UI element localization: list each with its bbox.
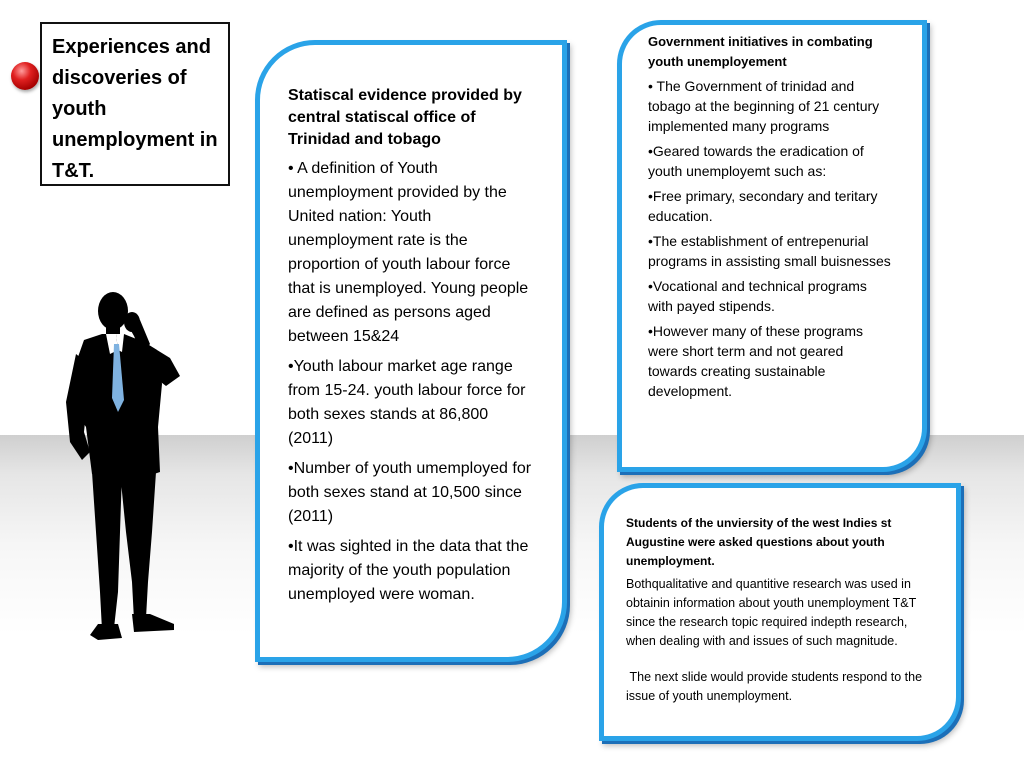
list-item: • A definition of Youth unemployment provided by the United nation: Youth unemployment rate is the proportion of youth labour force that is unemployed. Young people are defined as persons aged between 15&24	[288, 160, 529, 345]
list-item: •It was sighted in the data that the majority of the youth population unemployed were woman.	[288, 538, 529, 603]
businessman-silhouette-icon	[62, 292, 190, 647]
statistical-evidence-heading: Statiscal evidence provided by central statiscal office of Trinidad and tobago	[288, 87, 522, 148]
list-item: • The Government of trinidad and tobago at the beginning of 21 century implemented many programs	[648, 78, 880, 134]
statistical-evidence-card	[255, 40, 567, 662]
list-item: •Number of youth umemployed for both sexes stand at 10,500 since (2011)	[288, 460, 532, 525]
student-research-card	[599, 483, 961, 741]
list-item: •However many of these programs were short term and not geared towards creating sustainable development.	[648, 323, 863, 399]
research-paragraph: Bothqualitative and quantitive research was used in obtainin information about youth unemployment T&T since the research topic required indepth research, when dealing with and issues of such magnitude.	[626, 577, 916, 648]
list-item: •Youth labour market age range from 15-24. youth labour force for both sexes stands at 86,800 (2011)	[288, 358, 526, 447]
list-item: •Geared towards the eradication of youth unemployemt such as:	[648, 143, 864, 179]
slide-title: Experiences and discoveries of youth unemployment in T&T.	[52, 36, 218, 182]
government-initiatives-card	[617, 20, 927, 472]
title-box	[40, 22, 230, 186]
closing-note: The next slide would provide students respond to the issue of youth unemployment.	[626, 670, 926, 703]
list-item: •The establishment of entrepenurial programs in assisting small buisnesses	[648, 233, 891, 269]
government-initiatives-heading: Government initiatives in combating youth unemployement	[648, 34, 873, 69]
list-item: •Vocational and technical programs with payed stipends.	[648, 278, 867, 314]
student-research-heading: Students of the unviersity of the west Indies st Augustine were asked questions about youth unemployment.	[626, 516, 892, 568]
list-item: •Free primary, secondary and teritary education.	[648, 188, 878, 224]
red-sphere-bullet-icon	[11, 62, 39, 90]
